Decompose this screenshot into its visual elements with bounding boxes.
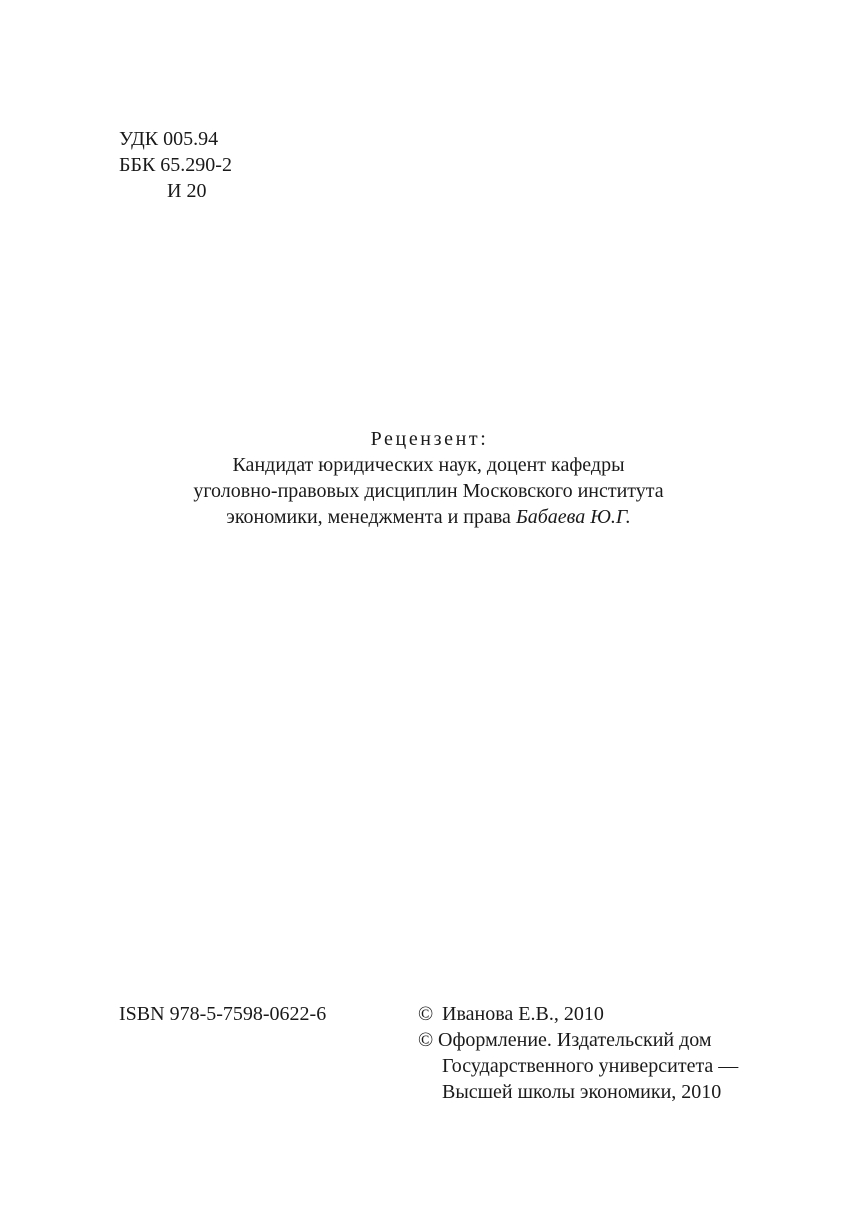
isbn-number: ISBN 978-5-7598-0622-6 xyxy=(119,1003,327,1025)
classification-codes xyxy=(119,126,232,204)
author-mark: И 20 xyxy=(167,180,207,202)
reviewer-heading: Рецензент: xyxy=(370,428,489,450)
bbk-code: ББК 65.290-2 xyxy=(119,154,232,176)
copyright-author-line xyxy=(418,1001,738,1027)
reviewer-affiliation: экономики, менеджмента и права xyxy=(226,506,511,528)
copyright-author: Иванова Е.В., 2010 xyxy=(442,1003,604,1025)
copyright-design-2: Государственного университета — xyxy=(442,1055,739,1077)
copyright-design-line xyxy=(418,1027,738,1053)
reviewer-name: Бабаева Ю.Г. xyxy=(515,506,631,528)
copyright-design-3: Высшей школы экономики, 2010 xyxy=(442,1081,722,1103)
reviewer-block xyxy=(0,426,857,530)
reviewer-line-2: уголовно-правовых дисциплин Московского института xyxy=(193,480,664,502)
copyright-symbol-2: © xyxy=(418,1029,434,1051)
copyright-block xyxy=(418,1001,738,1105)
reviewer-line-1: Кандидат юридических наук, доцент кафедры xyxy=(232,454,625,476)
reviewer-line-3 xyxy=(0,504,857,530)
udk-code: УДК 005.94 xyxy=(119,128,219,150)
copyright-design-1: Оформление. Издательский дом xyxy=(438,1029,712,1051)
copyright-symbol: © xyxy=(418,1003,434,1025)
